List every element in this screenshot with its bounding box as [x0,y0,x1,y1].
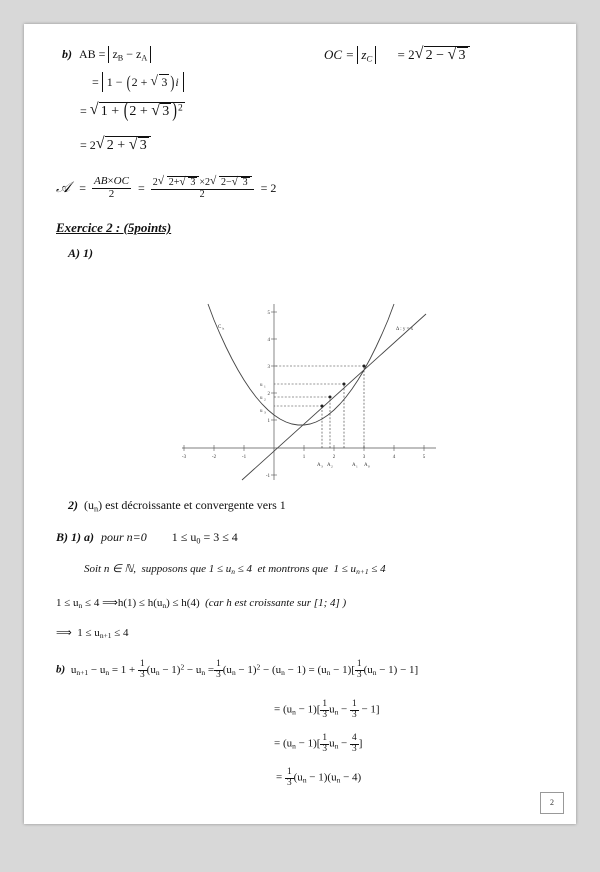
line-area: 𝒜 = $\frac{AB\times OC}{2}$ = $\frac{2 √ 2+ √ 3 \times 2 √ 2- √ 3}{2}$ = 2 [56,176,276,200]
svg-text:-1: -1 [241,455,247,460]
label-a2: A [327,463,331,468]
svg-text:3: 3 [362,455,366,460]
line-b2-3: = $(u_n - 1)$[ $\frac{1}{3}$ $u_n$ − $\frac{4}{3}$ ] [274,733,363,754]
line-oc: OC = $z_C = 2$ √ 2 − √ 3 [324,46,470,64]
line-b1c: $1 \le u_n \le 4$ ⟹h(1) ≤ $h(u_n) \le h(4)$ (car h est croissante sur [1; 4] ) [56,597,347,611]
svg-text:1: 1 [302,455,306,460]
label-u3: u [260,409,263,414]
section-a1: A) 1) [68,246,93,260]
line-b1b: Soit n ∈ ℕ, supposons que $1 \le u_n \le 4$ et montrons que $1 \le u_{n+1} \le 4$ [84,563,386,577]
page-number: 2 [540,792,564,814]
line-b-label: b) AB = $z_B - z_A$ [62,46,151,63]
line-b2-2: = $(u_n - 1)$[ $\frac{1}{3}$ $u_n$ − $\frac{1}{3}$ − 1] [274,699,380,720]
line-b2-4: = $\frac{1}{3}$ $(u_n - 1)(u_n - 4)$ [276,767,362,788]
label-u2: u [260,396,263,401]
label-a0: A [364,463,368,468]
label-ch: C [218,325,222,330]
curve-ch [208,304,394,425]
graph-svg [174,298,444,488]
svg-text:1: 1 [356,464,358,469]
svg-text:h: h [222,326,225,331]
svg-text:3: 3 [264,410,266,415]
line-b2-1: b) $u_{n+1} - u_n = 1$ + $\frac{1}{3}$ $(u_n - 1)^2 - u_n$ = $\frac{1}{3}$ $(u_n - 1)^2 - (u_n - 1) = (u_n - 1)$[ $\frac{1}{3}$ $(u_n - 1) - 1$] [56,659,419,680]
svg-text:4: 4 [267,338,270,343]
line-ab-eq1: = 1 − (2 + √ 3 )i [92,72,184,92]
svg-text:2: 2 [331,464,333,469]
svg-text:1: 1 [264,384,266,389]
graph-figure [174,298,444,488]
label-a3: A [317,463,321,468]
exercise-title: Exercice 2 : (5points) [56,220,172,235]
svg-text:5: 5 [267,311,270,316]
svg-text:0: 0 [368,464,370,469]
label-delta: Δ : y = x [396,327,414,332]
svg-text:3: 3 [267,365,270,370]
line-q2: 2) $(u_n)$ est décroissante et convergente vers 1 [68,498,286,514]
svg-text:2: 2 [332,455,336,460]
document-page [24,24,576,824]
svg-text:3: 3 [321,464,323,469]
svg-text:-1: -1 [265,474,270,479]
svg-text:2: 2 [267,392,270,397]
line-ab-eq2: = √ 1 + (2 + √ 3 )$^2$ [80,102,185,120]
svg-text:5: 5 [422,455,426,460]
svg-text:-2: -2 [211,455,217,460]
label-u1: u [260,383,263,388]
page-content [24,24,576,824]
line-b1d: ⟹ $1 \le u_{n+1} \le 4$ [56,627,129,641]
svg-text:4: 4 [392,455,396,460]
label-a1: A [352,463,356,468]
svg-text:-3: -3 [181,455,187,460]
staircase-lines [274,366,364,448]
svg-text:2: 2 [264,397,266,402]
line-b1a: B) 1) a) pour n=0 $1 \le u_0 = 3 \le 4$ [56,530,238,546]
svg-text:1: 1 [267,419,270,424]
line-ab-eq3: = 2 √ 2 + √ 3 [80,136,151,154]
